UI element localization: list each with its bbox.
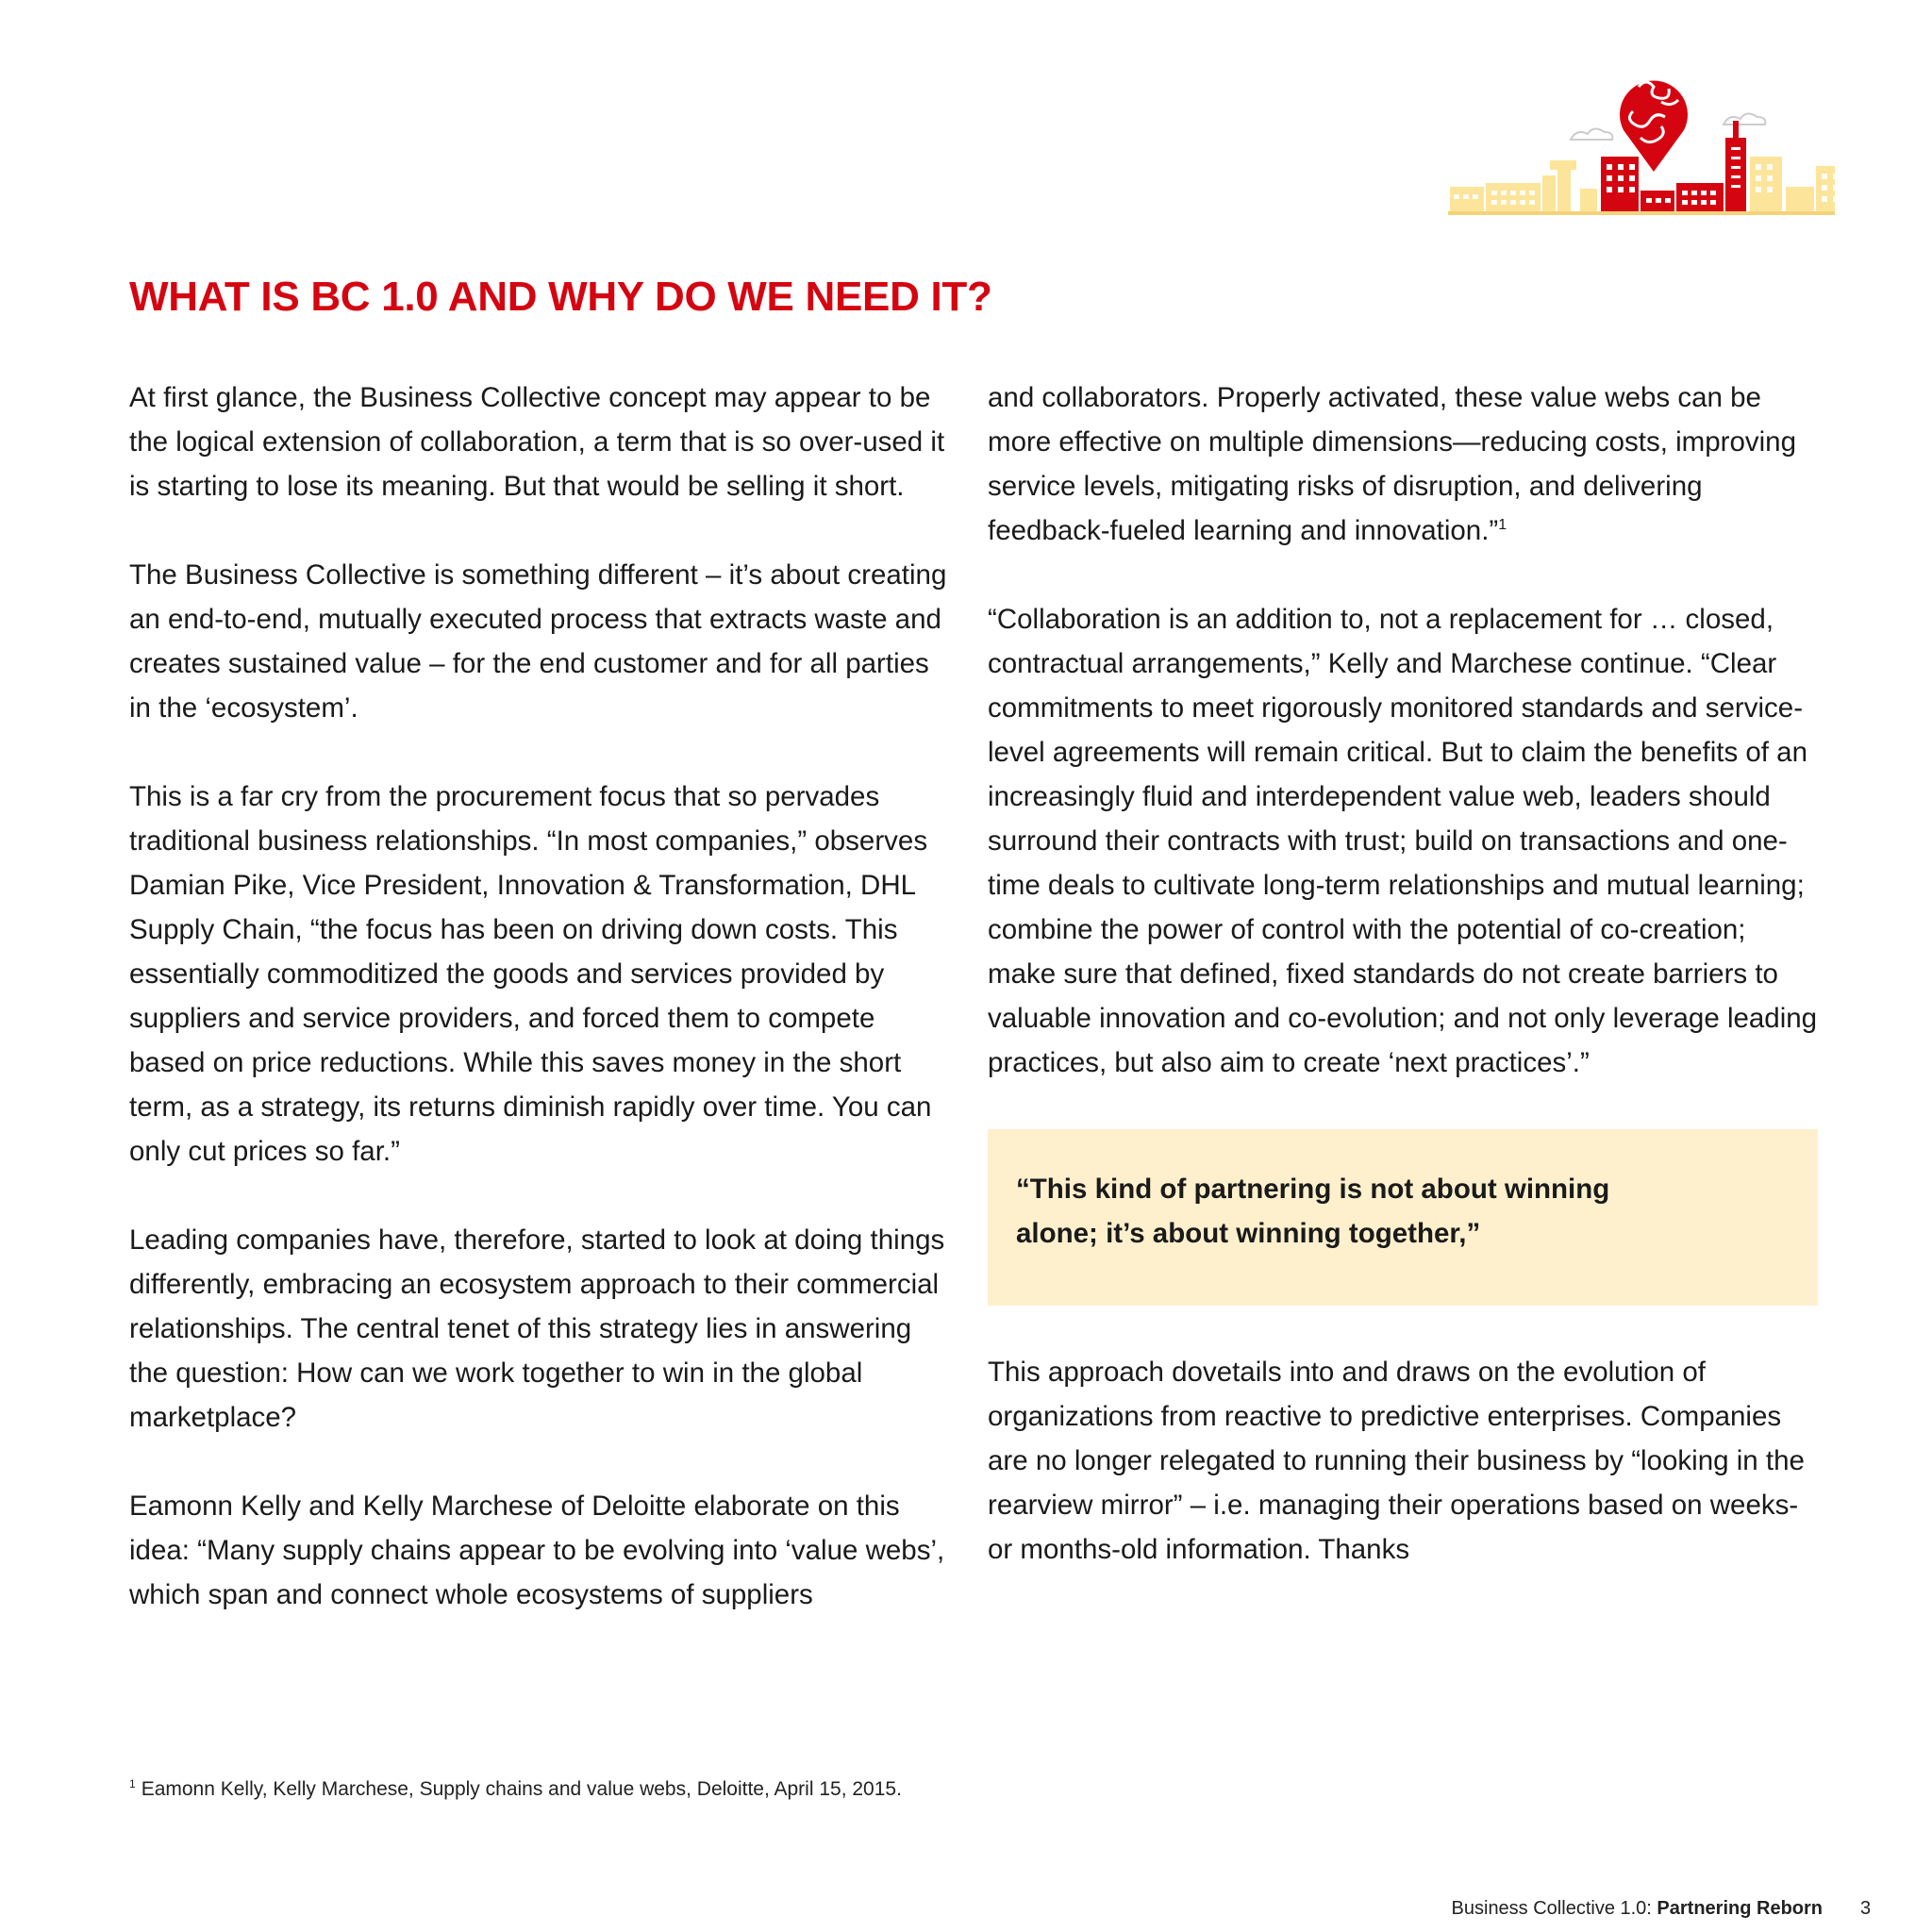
paragraph: This approach dovetails into and draws on the evolution of organizations from reactive to predictive enterprises. Companies are no longer relegated to running their business by “looking in the rearview mirror” – i.e. managing their operations based on weeks- or months-old information. Thanks [988,1357,1805,1565]
footnote [129,1777,902,1801]
pull-quote-box [988,1129,1818,1306]
paragraph: This is a far cry from the procurement focus that so pervades traditional business relationships. “In most companies,” observes Damian Pike, Vice President, Innovation & Transformation, DHL Supply Chain, “the focus has been on driving down costs. This essentially commoditized the goods and services provided by suppliers and service providers, and forced them to compete based on price reductions. While this saves money in the short term, as a strategy, its returns diminish rapidly over time. You can only cut prices so far.” [129,781,932,1167]
footnote-marker: 1 [129,1777,136,1790]
paragraph: Leading companies have, therefore, started to look at doing things differently, embracing an ecosystem approach to their commercial relationships. The central tenet of this strategy lies in answering the question: How can we work together to win in the global marketplace? [129,1224,945,1433]
right-column [988,375,1818,1616]
paragraph [988,375,1818,553]
paragraph-text: and collaborators. Properly activated, these value webs can be more effective on multiple dimensions—reducing costs, improving service levels, mitigating risks of disruption, and delivering feedback-fueled learning and innovation.” [988,382,1796,546]
footnote-text: Eamonn Kelly, Kelly Marchese, Supply chains and value webs, Deloitte, April 15, 2015. [141,1778,902,1800]
paragraph: At first glance, the Business Collective concept may appear to be the logical extension of collaboration, a term that is so over-used it is starting to lose its meaning. But that would be selling it short. [129,382,945,502]
paragraph: “Collaboration is an addition to, not a replacement for … closed, contractual arrangements,” Kelly and Marchese continue. “Clear commitments to meet rigorously monitored standards and service-level agreements will remain critical. But to claim the benefits of an increasingly fluid and interdependent value web, leaders should surround their contracts with trust; build on transactions and one-time deals to cultivate long-term relationships and mutual learning; combine the power of control with the potential of co-creation; make sure that defined, fixed standards do not create barriers to valuable innovation and co-evolution; and not only leverage leading practices, but also aim to create ‘next practices’.” [988,604,1818,1078]
city-skyline-with-puzzle-heart-icon [1439,57,1835,217]
page-number: 3 [1860,1898,1872,1919]
page-title: WHAT IS BC 1.0 AND WHY DO WE NEED IT? [129,274,992,320]
footer-doc-title: Business Collective 1.0: [1451,1898,1657,1919]
left-column [129,375,950,1661]
running-footer [1452,1898,1823,1920]
paragraph: The Business Collective is something different – it’s about creating an end-to-end, mutually executed process that extracts waste and creates sustained value – for the end customer and for all parties in the ‘ecosystem’. [129,559,947,724]
footer-doc-subtitle: Partnering Reborn [1657,1898,1823,1919]
pull-quote: “This kind of partnering is not about winning alone; it’s about winning together,” [1016,1174,1610,1249]
paragraph: Eamonn Kelly and Kelly Marchese of Deloitte elaborate on this idea: “Many supply chains appear to be evolving into ‘value webs’, which span and connect whole ecosystems of suppliers [129,1491,945,1610]
footnote-reference: 1 [1498,517,1507,534]
